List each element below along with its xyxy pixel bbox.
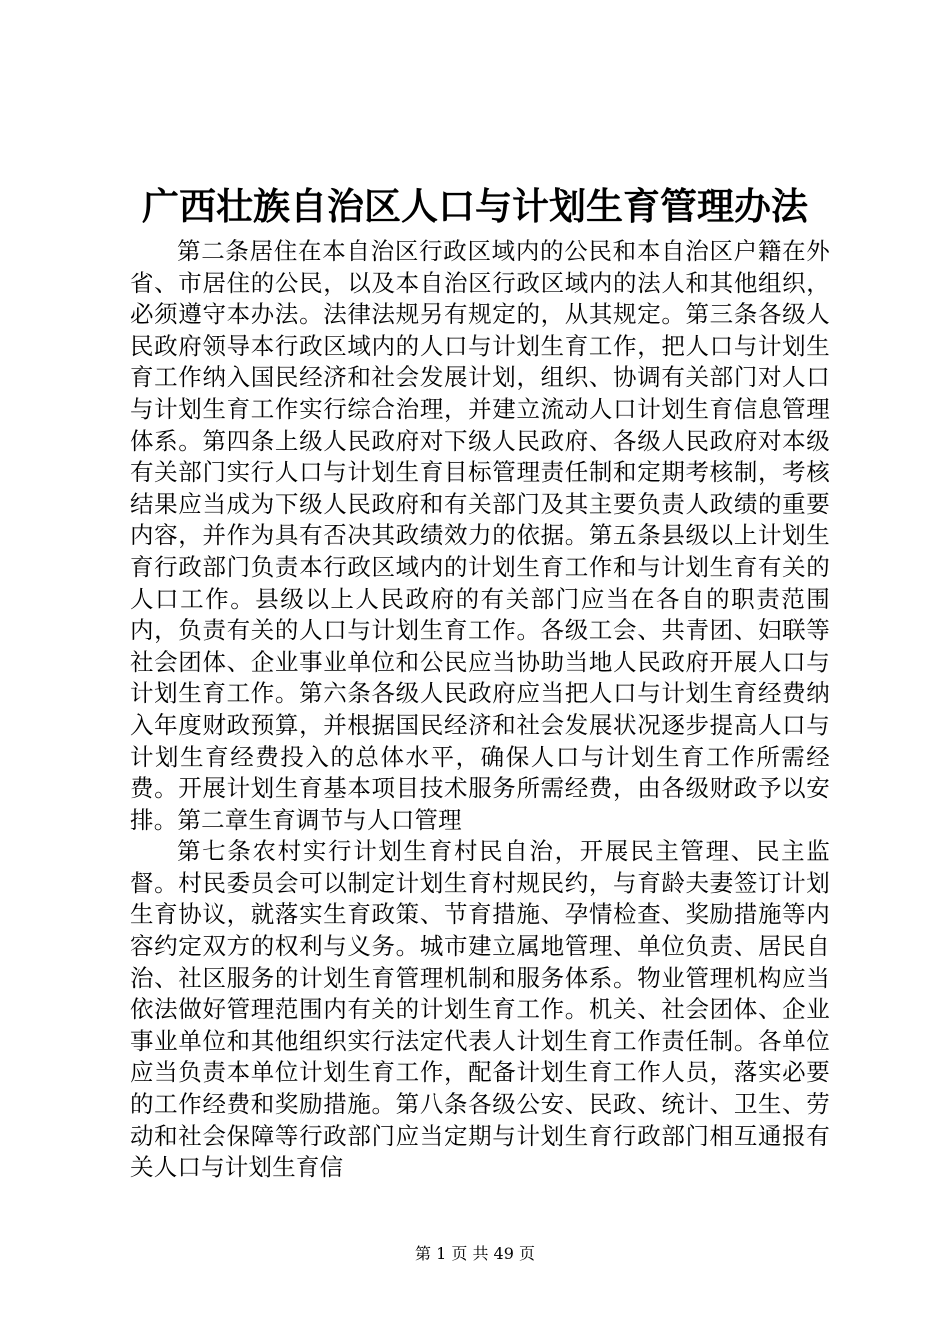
paragraph-2: 第七条农村实行计划生育村民自治，开展民主管理、民主监督。村民委员会可以制定计划生育村规民约，与育龄夫妻签订计划生育协议，就落实生育政策、节育措施、孕情检查、奖励措施等内容约定双方的权利与义务。城市建立属地管理、单位负责、居民自治、社区服务的计划生育管理机制和服务体系。物业管理机构应当依法做好管理范围内有关的计划生育工作。机关、社会团体、企业事业单位和其他组织实行法定代表人计划生育工作责任制。各单位应当负责本单位计划生育工作，配备计划生育工作人员，落实必要的工作经费和奖励措施。第八条各级公安、民政、统计、卫生、劳动和社会保障等行政部门应当定期与计划生育行政部门相互通报有关人口与计划生育信 — [130, 837, 830, 1182]
document-body — [130, 236, 830, 1184]
document-title: 广西壮族自治区人口与计划生育管理办法 — [142, 184, 808, 228]
paragraph-1: 第二条居住在本自治区行政区域内的公民和本自治区户籍在外省、市居住的公民，以及本自治区行政区域内的法人和其他组织，必须遵守本办法。法律法规另有规定的，从其规定。第三条各级人民政府领导本行政区域内的人口与计划生育工作，把人口与计划生育工作纳入国民经济和社会发展计划，组织、协调有关部门对人口与计划生育工作实行综合治理，并建立流动人口计划生育信息管理体系。第四条上级人民政府对下级人民政府、各级人民政府对本级有关部门实行人口与计划生育目标管理责任制和定期考核制，考核结果应当成为下级人民政府和有关部门及其主要负责人政绩的重要内容，并作为具有否决其政绩效力的依据。第五条县级以上计划生育行政部门负责本行政区域内的计划生育工作和与计划生育有关的人口工作。县级以上人民政府的有关部门应当在各自的职责范围内，负责有关的人口与计划生育工作。各级工会、共青团、妇联等社会团体、企业事业单位和公民应当协助当地人民政府开展人口与计划生育工作。第六条各级人民政府应当把人口与计划生育经费纳入年度财政预算，并根据国民经济和社会发展状况逐步提高人口与计划生育经费投入的总体水平，确保人口与计划生育工作所需经费。开展计划生育基本项目技术服务所需经费，由各级财政予以安排。第二章生育调节与人口管理 — [130, 237, 830, 834]
page-footer: 第 1 页 共 49 页 — [415, 1244, 535, 1263]
